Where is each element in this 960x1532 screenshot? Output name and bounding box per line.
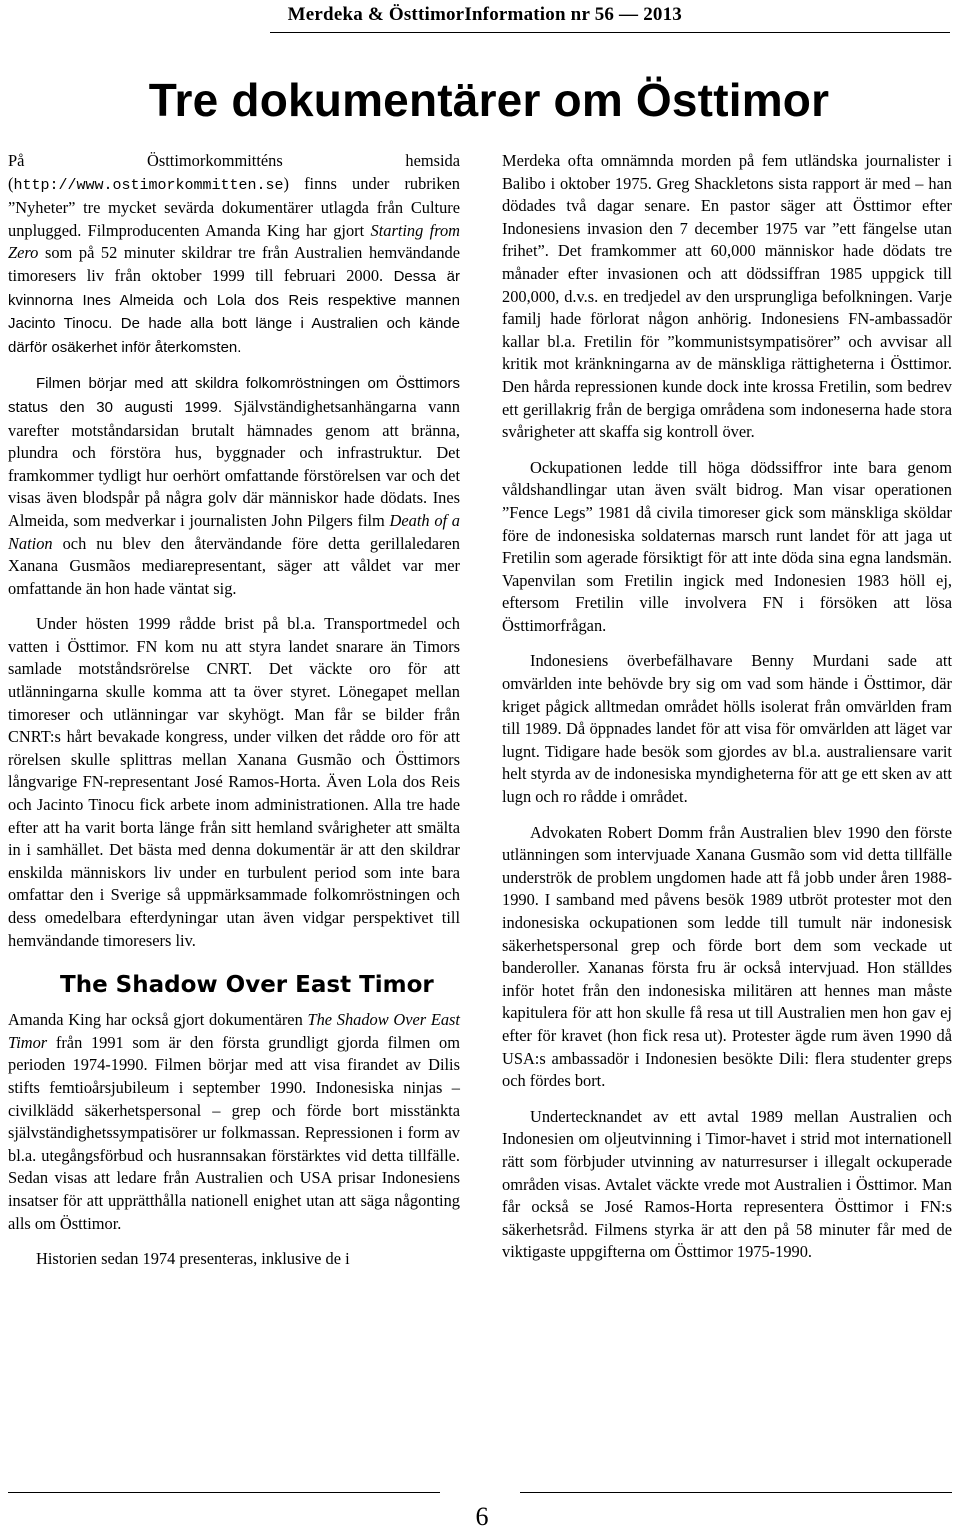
film-title-death-of-a-nation: Death of a Nation	[8, 510, 460, 553]
running-header: Merdeka & ÖsttimorInformation nr 56 — 2013	[287, 4, 682, 25]
footer-rule-left	[8, 1492, 440, 1493]
paragraph-occupation: Ockupationen ledde till höga dödssiffror inte bara genom våldshandlingar utan även svält bidrog. Man visar operationen ”Fence Legs” 1981 då civila timoreser gick som mänskliga sköldar före de indonesiska soldaternas marsch runt landet för att jaga ut Fretilin som agerade försiktigt för att inte döda sina egna landsmän. Vapenvilan som Fretilin ingick med Indonesien 1983 höll ej, eftersom Fretilin ville involvera FN i försöken att lösa Östtimorfrågan.	[502, 457, 952, 635]
shadow-text-b: från 1991 som är den första grundligt gjorda filmen om perioden 1974-1990. Filmen börjar med att visa firandet av Dilis stifts femtioårsjubileum i september 1990. Indonesiska ninjas – civilklädd säkerhetspersonal – grep och förde bort misstänkta självständighetssympatisörer ur folkmassan. Repressionen i form av bl.a. utegångsförbud och husrannsakan förstärktes vid detta tillfälle. Sedan visas att ledare från Australien och USA prisar Indonesiens insatser för att upprätthålla nationell enighet utan att säga någonting alls om Östtimor.	[8, 1032, 460, 1233]
film-title-starting-from-zero: Starting from Zero	[8, 220, 460, 263]
intro-text-sans: Dessa är kvinnorna Ines Almeida och Lola dos Reis respektive mannen Jacinto Tinocu. De hade alla bott länge i Australien och kände därför osäkerhet inför återkomsten.	[8, 267, 460, 356]
intro-text-a: På Östtimorkommitténs hemsida (	[8, 151, 460, 193]
left-column	[8, 150, 460, 1284]
right-column	[502, 150, 952, 1277]
paragraph-murdani: Indonesiens överbefälhavare Benny Murdani sade att omvärlden inte behövde bry sig om vad som hände i Östtimor, där kriget pågick alltmedan området hölls isolerat från omvärlden fram till 1989. Då öppnades landet för att visa för omvärlden att läget var lugnt. Tidigare hade besök som gjordes av bl.a. australiensare varit helt styrda av de indonesiska myndigheterna för att ge ett sken av att lugn och ro rådde i området.	[502, 651, 952, 807]
website-link[interactable]: http://www.ostimorkommitten.se	[13, 176, 284, 194]
paragraph-balibo: Merdeka ofta omnämnda morden på fem utländska journalister i Balibo i oktober 1975. Greg Shackletons sista rapport är med – han dödades två dagar senare. En pastor säger att Östtimor efter Indonesiens invasion den 7 december 1975 var ”ett fängelse utan frihet”. Det framkommer att 60,000 människor hade dödats tre månader efter invasionen och att dödssiffran 1985 uppgick till 200,000, d.v.s. en tredjedel av den ursprungliga befolkningen. Varje familj hade förlorat någon anhörig. Indonesiens FN-ambassadör kallar bl.a. Fretilin för ”kommunistsympatisörer” och avvisar all kritik mot kränkningarna av de mänskliga rättigheterna i Östtimor. Den hårda repressionen kunde dock inte krossa Fretilin, som bedrev ett gerillakrig från de bergiga områdena som indoneserna hade stora svårigheter att skaffa sig kontroll över.	[502, 151, 952, 442]
header-rule	[270, 32, 950, 33]
paragraph-referendum	[8, 372, 460, 600]
referendum-text-a: Självständighetsanhängarna vann varefter motståndarsidan brutalt hämnades genom att bränna, plundra och förstöra hus, byggnader och infrastruktur. Det framkommer tydligt hur oerhört omfattande förstörelsen var och det visas även blodspår på några golv där människor hade dödats. Ines Almeida, som medverkar i journalisten John Pilgers film	[8, 396, 460, 530]
paragraph-shadow	[8, 1009, 460, 1235]
shadow-text-a: Amanda King har också gjort dokumentären	[8, 1010, 308, 1030]
footer-rule-right	[520, 1492, 952, 1493]
intro-text-b: ) finns under rubriken ”Nyheter” tre mycket sevärda dokumentärer utlagda från Culture unplugged. Filmproducenten Amanda King har gjort	[8, 173, 460, 240]
intro-text-c: som på 52 minuter skildrar tre från Australien hemvändande timoresers liv från oktober 1999 till februari 2000.	[8, 243, 460, 285]
intro-paragraph	[8, 150, 460, 359]
paragraph-oil-treaty: Undertecknandet av ett avtal 1989 mellan Australien och Indonesien om oljeutvinning i Timor-havet i strid mot internationell rätt som förbjuder utvinning av naturresurser i illegalt ockuperade områden visas. Avtalet väckte vrede mot Australien i Östtimor. Man får också se José Ramos-Horta representera Östtimor i FN:s säkerhetsråd. Filmens styrka är att den på 58 minuter får med de viktigaste uppgifterna om Östtimor 1975-1990.	[502, 1106, 952, 1262]
article-title: Tre dokumentärer om Östtimor	[148, 74, 830, 126]
paragraph-autumn-1999: Under hösten 1999 rådde brist på bl.a. Transportmedel och vatten i Östtimor. FN kom nu att styra landet snarare än Timors samlade motståndsrörelse CNRT. Det väckte oro för att utlänningarna skulle komma att ta över styret. Lönegapet mellan timoreser och utlänningar var skyhögt. Man får se bilder från CNRT:s hårt bevakade kongress, under vilken det rådde oro för att rörelsen skulle splittras mellan Xanana Gusmão och Östtimors långvarige FN-representant José Ramos-Horta. Även Lola dos Reis och Jacinto Tinocu fick arbete inom administrationen. Alla tre hade efter att ha varit borta länge från sitt hemland svårigheter att smälta in i samhället. Det bästa med denna dokumentär är att den skildrar enskilda människors liv under en turbulent period som inte bara omfattar den i Sverige så uppmärksammade folkomröstningen och dess omedelbara efterdyningar utan även vidgar perspektivet till hemvändande timoresers liv.	[8, 614, 460, 950]
referendum-text-sans: Filmen börjar med att skildra folkomröstningen om Östtimors status den 30 augusti 1999.	[8, 375, 460, 416]
film-title-shadow: The Shadow Over East Timor	[8, 1010, 460, 1052]
page-number: 6	[475, 1502, 489, 1531]
subheading: The Shadow Over East Timor	[60, 972, 434, 999]
paragraph-history: Historien sedan 1974 presenteras, inklusive de i	[36, 1249, 350, 1269]
paragraph-domm: Advokaten Robert Domm från Australien blev 1990 den förste utlänningen som intervjuade Xanana Gusmão som vid detta tillfälle underströk de problem ungdomen hade att få jobb under åren 1988-1990. I samband med påvens besök 1989 utbröt protester mot den indonesiska ockupationen som ledde till tumult när indonesisk säkerhetspersonal grep och förde bort dem som veckade ut banderoller. Xananas första fru är också intervjuad. Hon ställdes inför hotet från den indonesiska militären att hennes man måste kapitulera för att hon skulle få resa ut till Australien men hon gav ej efter för kravet (hon fick resa ut). Protester ägde rum även 1990 då USA:s ambassadör i Indonesien besökte Dili: flera studenter greps och fördes bort.	[502, 822, 952, 1091]
referendum-text-b: och nu blev den återvändande före detta gerillaledaren Xanana Gusmãos mediarepresentant, säger att våldet var mer omfattande än hon hade väntat sig.	[8, 533, 460, 598]
